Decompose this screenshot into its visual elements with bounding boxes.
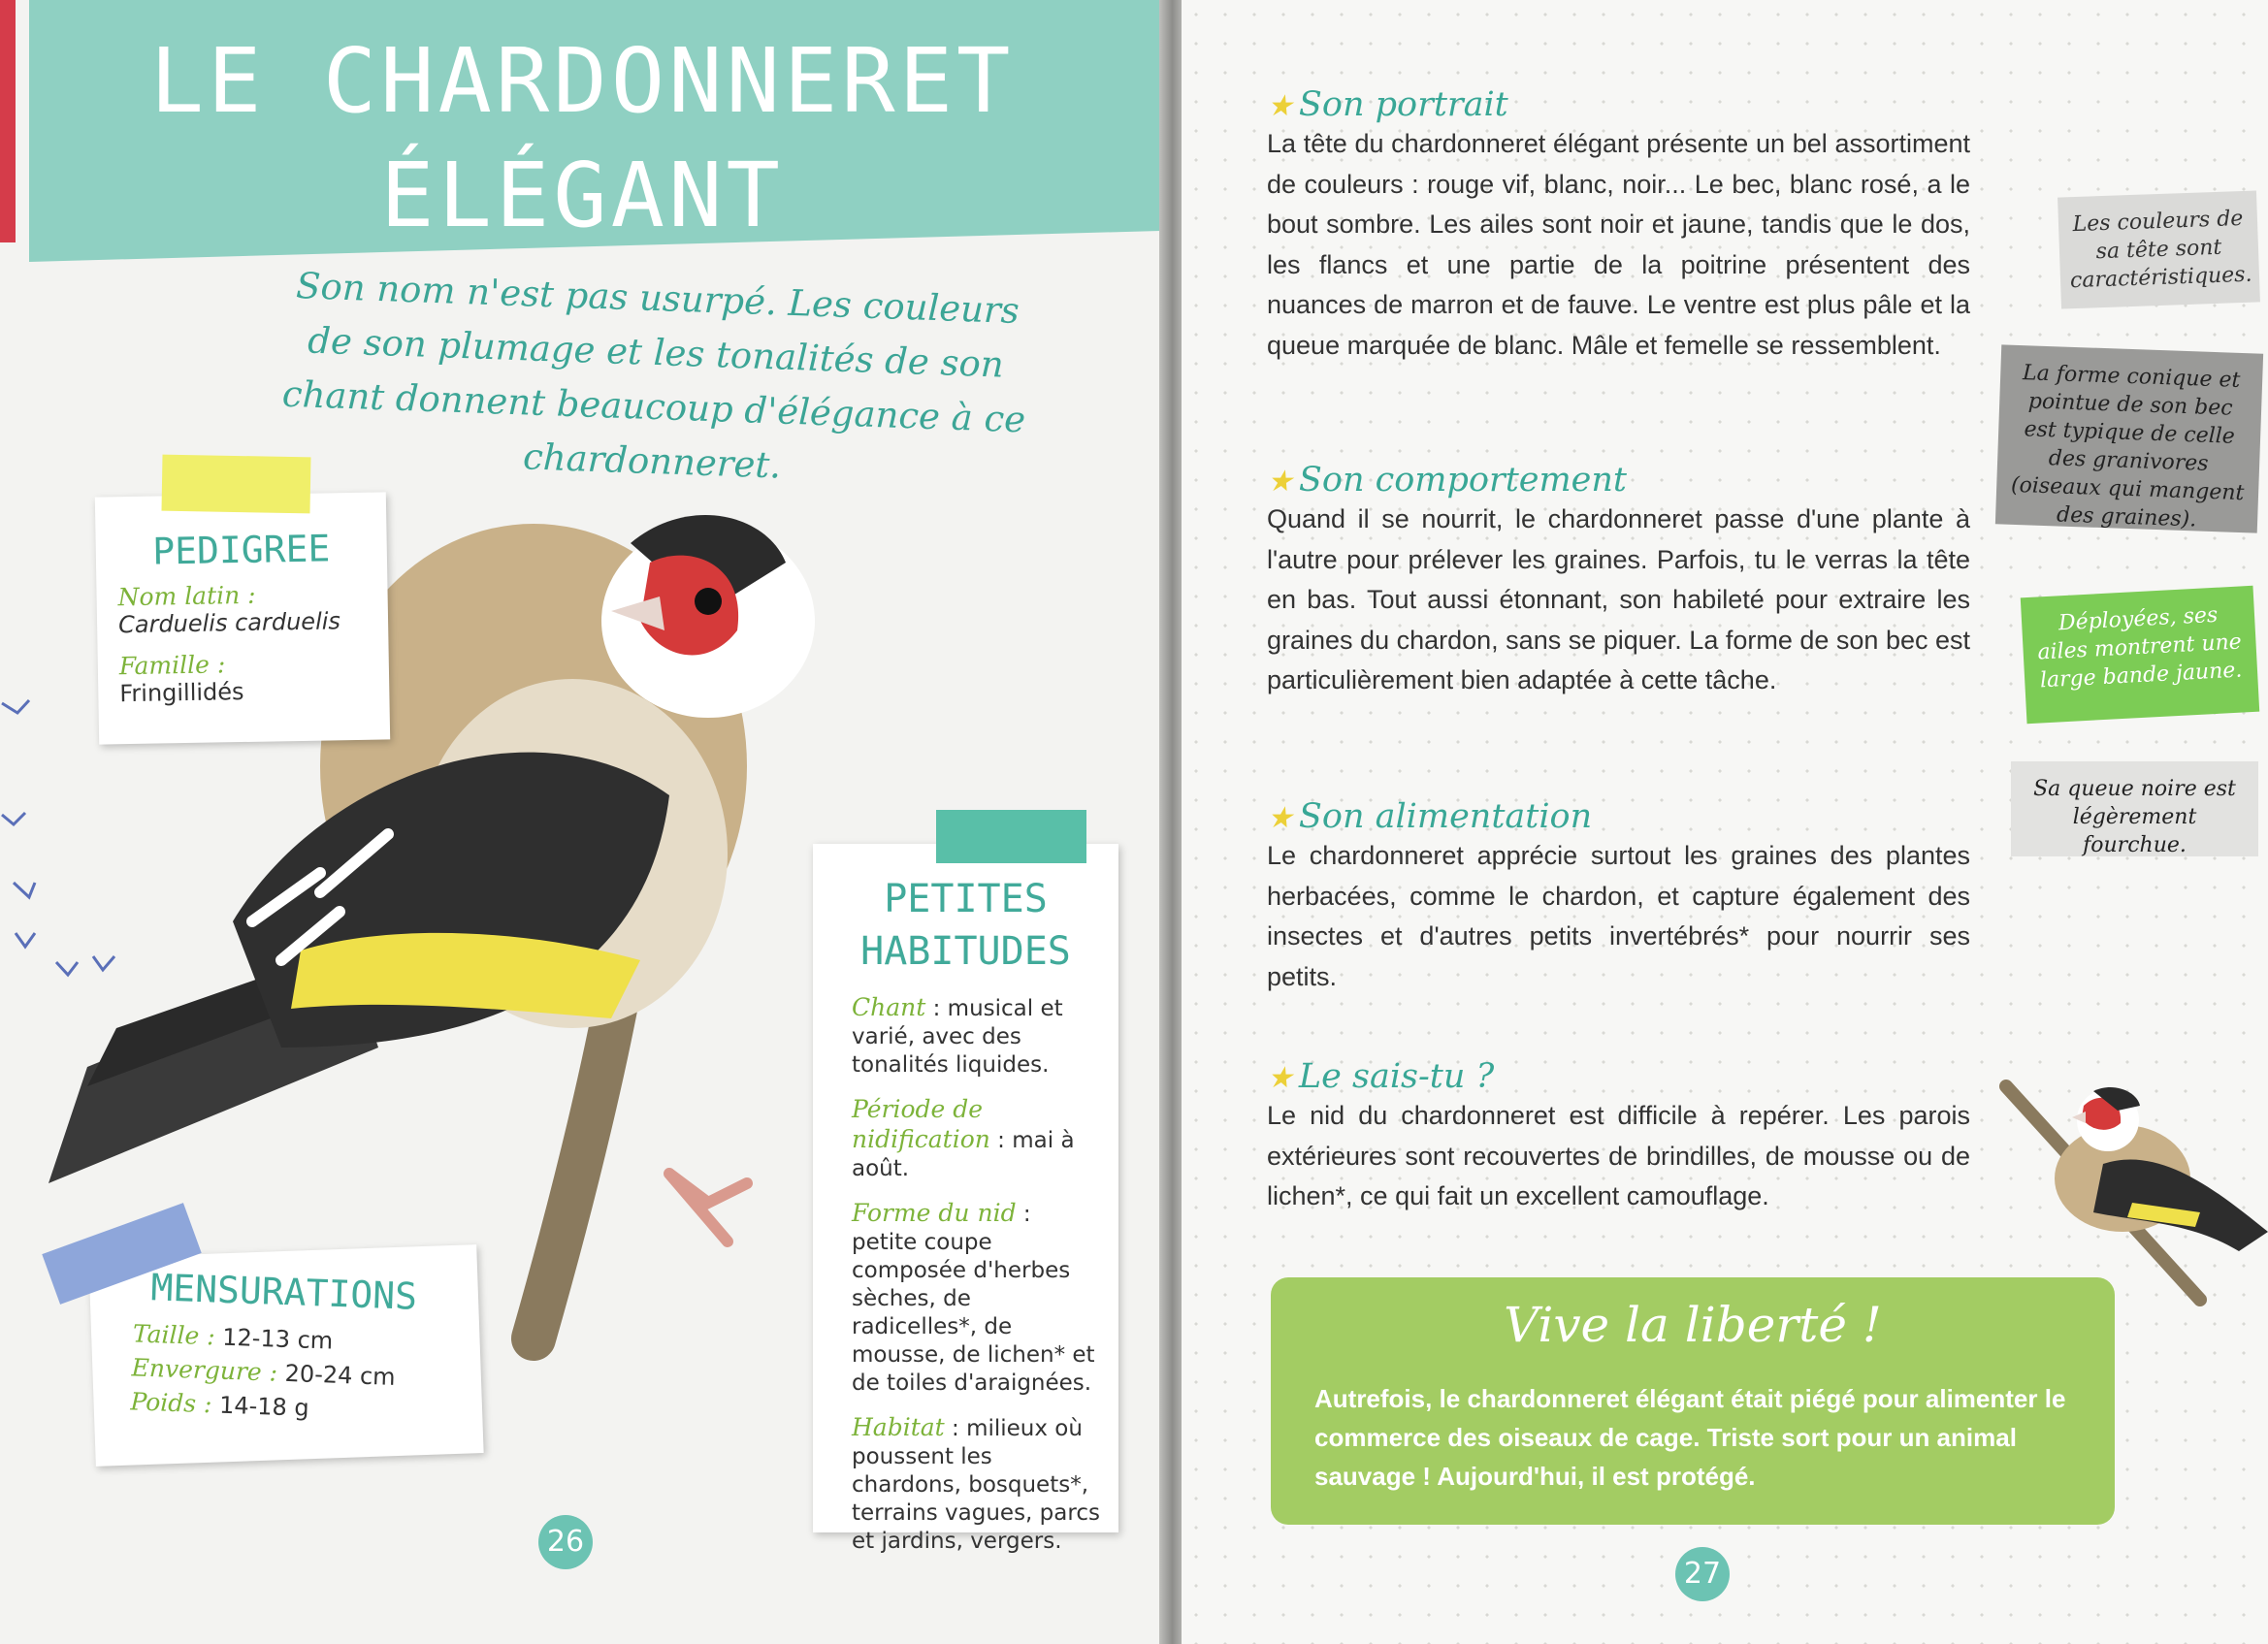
page-title xyxy=(146,24,1019,253)
habitat-text: : milieux où poussent les chardons, bosquets*, terrains vagues, parcs et jardins, vergers. xyxy=(852,1416,1100,1554)
nest-shape-text: : petite coupe composée d'herbes sèches, de radicelles*, de mousse, de lichen* et de toiles d'araignées. xyxy=(852,1202,1095,1396)
habits-heading-line-2: HABITUDES xyxy=(860,929,1071,974)
latin-name-value: Carduelis carduelis xyxy=(117,607,341,639)
title-line-2: ÉLÉGANT xyxy=(380,144,784,247)
weight-label: Poids : xyxy=(129,1387,213,1419)
latin-name-label: Nom latin : xyxy=(117,580,256,612)
size-value: 12-13 cm xyxy=(221,1323,334,1355)
family-value: Fringillidés xyxy=(119,677,244,708)
title-line-1: LE CHARDONNERET xyxy=(149,29,1015,133)
habitat-label: Habitat xyxy=(852,1413,945,1441)
wingspan-row xyxy=(131,1353,442,1392)
right-page xyxy=(1182,0,2268,1644)
nest-shape-label: Forme du nid xyxy=(852,1199,1017,1227)
size-row xyxy=(132,1319,443,1358)
yellow-tape xyxy=(162,455,311,514)
nesting-item xyxy=(852,1095,1103,1183)
callout-text: Autrefois, le chardonneret élégant était piégé pour alimenter le commerce des oiseaux de cage. Triste sort pour un animal sauvage ! Aujourd'hui, il est protégé. xyxy=(1314,1384,2066,1491)
nesting-text: : mai à août. xyxy=(852,1128,1075,1181)
section-text: Le nid du chardonneret est difficile à repérer. Les parois extérieures sont recouvertes de brindilles, de mousse ou de lichen*, ce qui fait un excellent camouflage. xyxy=(1267,1101,1970,1210)
measurements-card xyxy=(88,1244,483,1467)
page-number-right: 27 xyxy=(1675,1547,1730,1601)
side-note-wings: Déployées, ses ailes montrent une large bande jaune. xyxy=(2021,586,2259,724)
small-goldfinch-illustration xyxy=(1996,1057,2268,1309)
wingspan-value: 20-24 cm xyxy=(284,1359,397,1391)
page-number-left: 26 xyxy=(538,1515,593,1569)
habitat-item xyxy=(852,1413,1103,1556)
habits-card xyxy=(813,844,1118,1554)
section-title: Le sais-tu ? xyxy=(1298,1057,1495,1096)
intro-text: Son nom n'est pas usurpé. Les couleurs de son plumage et les tonalités de son chant donnent beaucoup d'élégance à ce chardonneret. xyxy=(281,265,1026,487)
nesting-label: Période de nidification xyxy=(852,1095,990,1153)
chant-item xyxy=(852,993,1103,1080)
section-text: La tête du chardonneret élégant présente un bel assortiment de couleurs : rouge vif, blanc, noir... Le bec, blanc rosé, a le bout sombre. Les ailes sont noir et jaune, tandis que le dos, les flancs et une partie de la poitrine présentent des nuances de marron et de fauve. Le ventre est plus pâle et la queue marquée de blanc. Mâle et femelle se ressemblent. xyxy=(1267,129,1970,360)
size-label: Taille : xyxy=(132,1319,216,1351)
side-note-head: Les couleurs de sa tête sont caractéristiques. xyxy=(2057,190,2260,308)
habits-heading xyxy=(813,873,1118,978)
family-label: Famille : xyxy=(118,650,226,681)
chant-label: Chant xyxy=(852,993,926,1021)
nest-shape-item xyxy=(852,1199,1103,1398)
section-text: Quand il se nourrit, le chardonneret passe d'une plante à l'autre pour prélever les graines. Parfois, tu le verras la tête en bas. Tout aussi étonnant, son habileté pour extraire les graines du chardon, sans se piquer. La forme de son bec est particulièrement bien adaptée à cette tâche. xyxy=(1267,504,1970,694)
section-title: Son alimentation xyxy=(1298,797,1593,836)
star-icon: ★ xyxy=(1267,465,1293,499)
liberty-callout xyxy=(1271,1277,2115,1525)
weight-row xyxy=(130,1387,441,1426)
pedigree-heading: PEDIGREE xyxy=(151,527,331,573)
section-behaviour xyxy=(1267,461,1970,701)
star-icon: ★ xyxy=(1267,801,1293,835)
habits-heading-line-1: PETITES xyxy=(884,877,1048,921)
side-note-beak: La forme conique et pointue de son bec est typique de celle des granivores (oiseaux qui mangent des graines). xyxy=(1995,344,2263,532)
teal-tape xyxy=(936,810,1086,863)
pedigree-card xyxy=(95,492,390,744)
side-note-tail: Sa queue noire est légèrement fourchue. xyxy=(2011,761,2258,856)
section-title: Son portrait xyxy=(1298,85,1508,124)
measurements-heading: MENSURATIONS xyxy=(149,1266,418,1318)
star-icon: ★ xyxy=(1267,1061,1293,1095)
chant-text: : musical et varié, avec des tonalités liquides. xyxy=(852,996,1063,1078)
callout-title: Vive la liberté ! xyxy=(1504,1297,1882,1353)
section-text: Le chardonneret apprécie surtout les graines des plantes herbacées, comme le chardon, et capture également des insectes et d'autres petits invertébrés* pour nourrir ses petits. xyxy=(1267,841,1970,991)
weight-value: 14-18 g xyxy=(218,1391,310,1422)
page-edge-marker xyxy=(0,0,16,242)
section-title: Son comportement xyxy=(1298,461,1627,500)
section-did-you-know xyxy=(1267,1057,1970,1217)
section-diet xyxy=(1267,797,1970,997)
section-portrait xyxy=(1267,85,1970,366)
star-icon: ★ xyxy=(1267,89,1293,123)
wingspan-label: Envergure : xyxy=(131,1353,278,1387)
